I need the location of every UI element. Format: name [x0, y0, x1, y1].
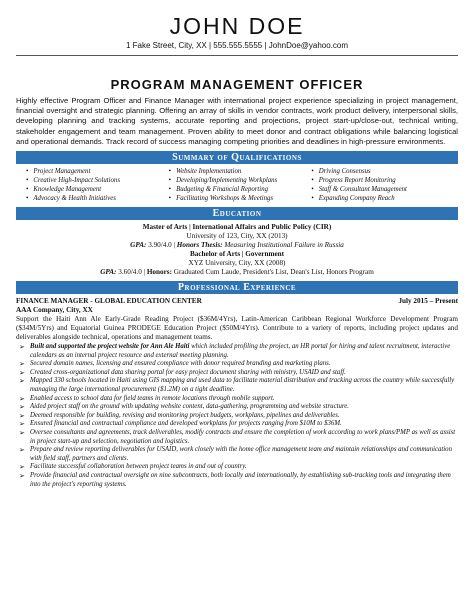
achievement-item [30, 472, 458, 489]
skills-column-3 [311, 167, 454, 203]
skill-item: • Expanding Company Reach [311, 194, 454, 203]
qualifications-heading: Summary of Qualifications [16, 151, 458, 164]
achievement-item [30, 420, 458, 429]
company-name: AAA Company, City, XX [16, 306, 93, 315]
achievement-item [30, 446, 458, 463]
masters-details [16, 241, 458, 250]
skills-column-2 [169, 167, 312, 203]
school-bachelors: XYZ University, City, XX (2008) [188, 259, 286, 268]
gpa-label: GPA: [130, 241, 147, 250]
skill-item: • Creative High-Impact Solutions [26, 176, 169, 185]
achievement-item [30, 360, 458, 369]
gpa-value: 3.90/4.0 | [146, 241, 177, 250]
achievement-text: Created cross-organizational data sharing portal for easy project document sharing with ministry, USAID and staff. [30, 368, 346, 376]
skill-item: • Website Implementation [169, 167, 312, 176]
skill-item: • Progress Report Monitoring [311, 176, 454, 185]
header-divider [16, 55, 458, 56]
candidate-name: JOHN DOE [169, 13, 305, 39]
degree-bachelors: Bachelor of Arts | Government [189, 250, 285, 259]
skill-item: • Developing/Implementing Workplans [169, 176, 312, 185]
achievement-text: Secured domain names, licensing and ensured compliance with donor required branding and marketing plans. [30, 360, 331, 368]
honors-label: Honors: [146, 268, 172, 277]
skill-item: • Budgeting & Financial Reporting [169, 185, 312, 194]
experience-heading: Professional Experience [16, 281, 458, 294]
achievement-list [16, 343, 458, 489]
achievement-item [30, 369, 458, 378]
achievement-text: Ensured financial and contractual compliance and developed workplans for projects ranging from $10M to $36M. [30, 420, 342, 428]
honors-value: Graduated Cum Laude, President's List, Dean's List, Honors Program [171, 268, 374, 277]
achievement-text: Provide financial and contractual oversight on nine subcontracts, both locally and internationally, by establishing sub-tracking tools and integrating them into the project's reporting systems. [30, 471, 451, 488]
achievement-item [30, 403, 458, 412]
achievement-text: Deemed responsible for building, revising and monitoring project budgets, workplans, pipelines and deliverables. [30, 411, 340, 419]
skill-item: • Staff & Consultant Management [311, 185, 454, 194]
role-title: PROGRAM MANAGEMENT OFFICER [110, 77, 364, 92]
contact-line: 1 Fake Street, City, XX | 555.555.5555 | JohnDoe@yahoo.com [125, 41, 349, 50]
achievement-item [30, 463, 458, 472]
education-heading: Education [16, 207, 458, 220]
achievement-item [30, 377, 458, 394]
gpa-value: 3.60/4.0 | [116, 268, 147, 277]
achievement-highlight: Built and supported the project website for Ann Ale Haiti [30, 343, 190, 351]
skills-column-1 [26, 167, 169, 203]
skill-item: • Facilitating Workshops & Meetings [169, 194, 312, 203]
achievement-item [30, 412, 458, 421]
achievement-text: Enabled access to school data for field teams in remote locations through mobile support. [30, 394, 275, 402]
achievement-item [30, 343, 458, 360]
bachelors-details [16, 268, 458, 277]
qualifications-list [16, 164, 458, 203]
achievement-text: Oversee consultants and agreements, track deliverables, modify contracts and ensure the completion of work according to work plans/PMP as well as assist in project start-up and selection, negotiation and logistics. [30, 428, 456, 445]
professional-summary: Highly effective Program Officer and Finance Manager with international project experience specializing in project management, financial oversight and strategic planning. Offering an array of skills in vendor contracts, work product delivery, interpersonal skills, developing planning and tracking systems, accurate reporting and projections, project start-up/close-out, technical writing, stakeholder engagement and team management. Proven ability to meet donor and contract obligations while balancing logistical and operational demands. Track record of success managing competing priorities and deadlines in high-pressure environments. [16, 96, 458, 146]
achievement-text: Facilitate successful collaboration between project teams in and out of country. [30, 463, 247, 471]
achievement-text: Mapped 330 schools located in Haiti using GIS mapping and used data to facilitate material distribution and tracking across the country while successfully managing the large international procurement ($1.2M) on a tight deadline. [30, 377, 455, 393]
job-title: FINANCE MANAGER - GLOBAL EDUCATION CENTER [16, 297, 202, 306]
achievement-item [30, 429, 458, 446]
school-masters: University of 123, City, XX (2013) [186, 232, 288, 241]
skill-item: • Project Management [26, 167, 169, 176]
job-header [16, 297, 458, 306]
skill-item: • Advocacy & Health Initiatives [26, 194, 169, 203]
experience-section [16, 294, 458, 489]
degree-masters: Master of Arts | International Affairs and Public Policy (CIR) [142, 223, 332, 232]
honors-thesis-label: Honors Thesis: [176, 241, 223, 250]
education-section [16, 220, 458, 277]
gpa-label: GPA: [100, 268, 117, 277]
achievement-item [30, 395, 458, 404]
achievement-text: Aided project staff on the ground with updating website content, data-gathering, programming and website structure. [30, 403, 349, 411]
achievement-text: Prepare and review reporting deliverables for USAID, work closely with the home office management team and maintain relationships and communication with field staff, partners and clients. [30, 446, 452, 462]
honors-thesis-value: Measuring Institutional Failure in Russia [222, 241, 344, 250]
skill-item: • Knowledge Management [26, 185, 169, 194]
job-description: Support the Haiti Ann Ale Early-Grade Reading Project ($36M/4Yrs), Latin-American Caribbean Regional Workforce Development Program ($34M/5Yrs) and Equatorial Guinea PRODEGE Education Project ($50M/4Yrs). Contribute to a variety of reports, including project updates and deliverables alongside technical, operations and management teams. [16, 315, 458, 342]
skill-item: • Driving Consensus [311, 167, 454, 176]
job-dates: July 2015 – Present [398, 297, 458, 306]
achievement-text: which included profiling the project, an HR portal for hiring and talent recruitment, interactive calendars as an internal project resource and external meeting planning. [30, 343, 451, 359]
